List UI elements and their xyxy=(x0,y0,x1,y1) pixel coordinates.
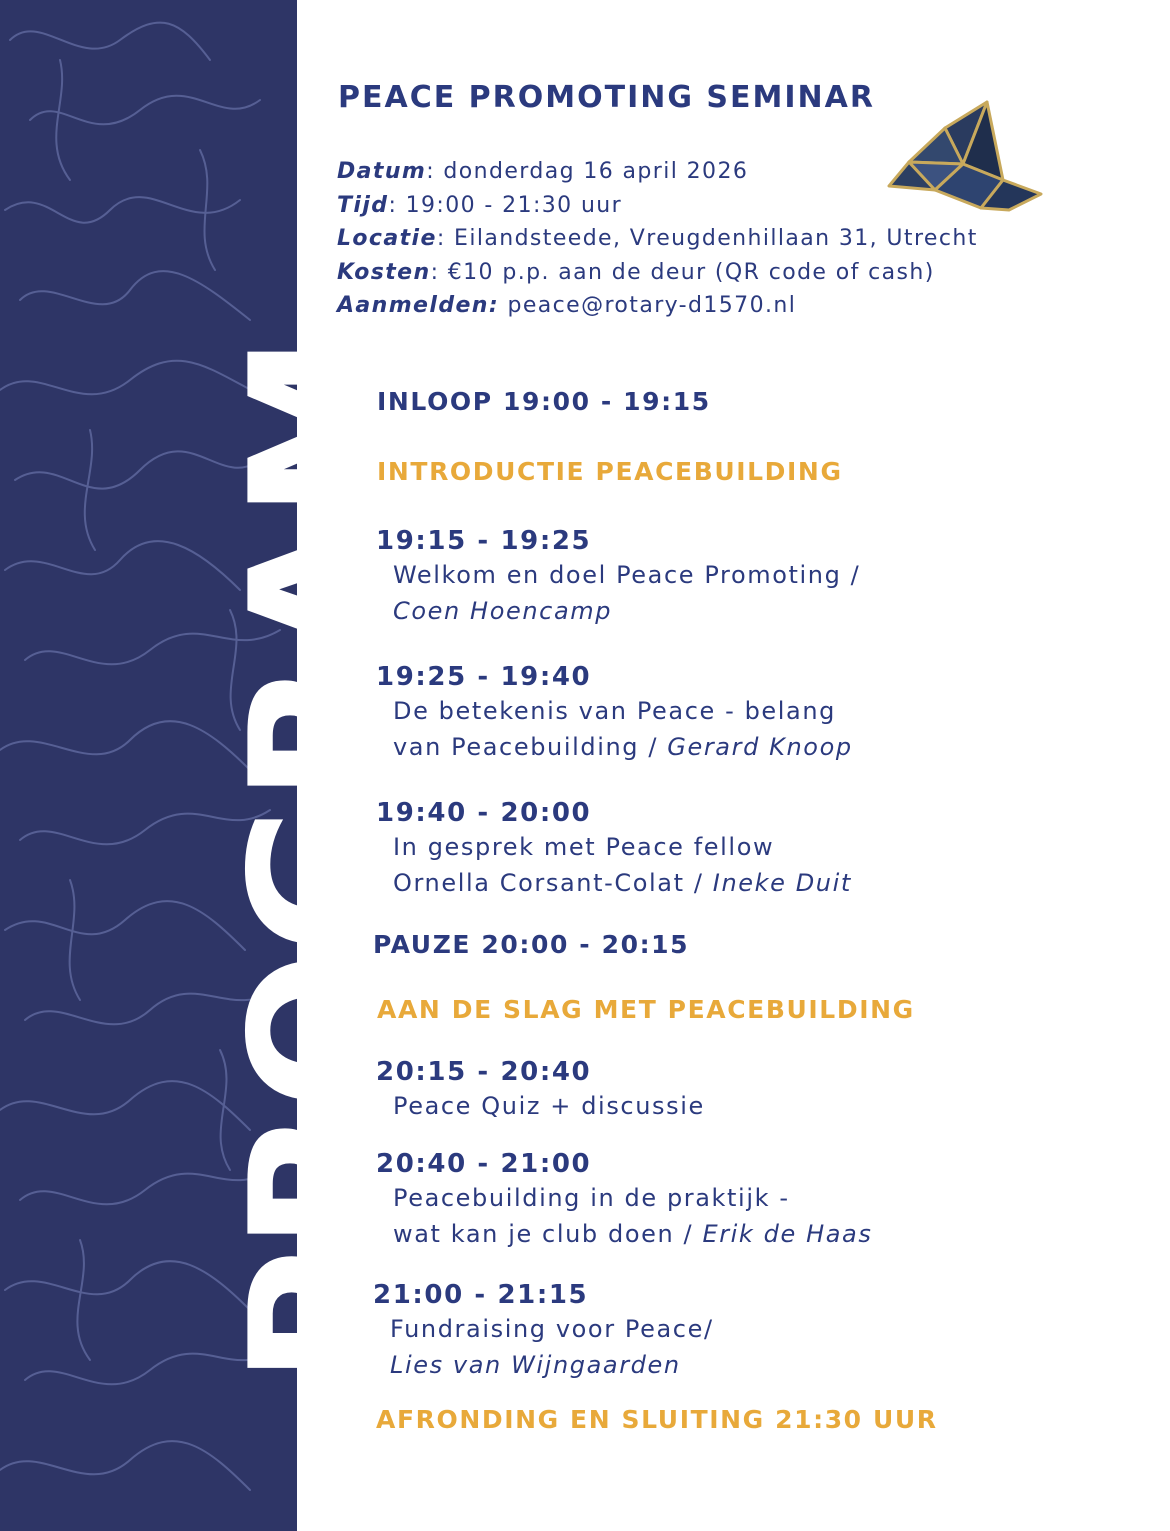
program-vertical-title: PROGRAM xyxy=(210,336,427,1385)
info-label: Aanmelden: xyxy=(337,293,500,318)
info-cost xyxy=(337,256,978,290)
item-description: Peacebuilding in de praktijk - xyxy=(393,1184,790,1212)
info-date xyxy=(337,155,978,189)
item-time: 19:25 - 19:40 xyxy=(376,662,592,692)
section-heading-aan-de-slag: AAN DE SLAG MET PEACEBUILDING xyxy=(377,995,915,1024)
info-location xyxy=(337,222,978,256)
info-value: : €10 p.p. aan de deur (QR code of cash) xyxy=(430,259,935,285)
item-description-line2: van Peacebuilding / Gerard Knoop xyxy=(393,733,853,761)
item-description: Peace Quiz + discussie xyxy=(393,1092,705,1120)
program-item xyxy=(376,1148,872,1252)
program-item xyxy=(376,525,860,629)
program-item xyxy=(376,661,853,765)
item-description-line2: wat kan je club doen / Erik de Haas xyxy=(393,1220,873,1248)
item-speaker: Ineke Duit xyxy=(712,869,852,897)
info-label: Locatie xyxy=(337,226,437,251)
info-label: Tijd xyxy=(337,192,389,218)
info-value: : Eilandsteede, Vreugdenhillaan 31, Utrecht xyxy=(436,226,978,251)
item-speaker: Gerard Knoop xyxy=(667,733,853,761)
info-time xyxy=(337,189,978,223)
seminar-info xyxy=(337,155,978,323)
item-time: 19:15 - 19:25 xyxy=(376,526,592,556)
item-speaker: Erik de Haas xyxy=(702,1220,873,1248)
inloop-heading: INLOOP 19:00 - 19:15 xyxy=(377,387,711,416)
program-item xyxy=(376,797,852,901)
item-description: De betekenis van Peace - belang xyxy=(393,697,837,725)
item-description-line2 xyxy=(373,1347,714,1383)
item-description: In gesprek met Peace fellow xyxy=(393,833,775,861)
info-label: Kosten xyxy=(337,259,431,285)
item-description: Fundraising voor Peace/ xyxy=(390,1315,714,1343)
page-title: PEACE PROMOTING SEMINAR xyxy=(338,80,875,115)
item-description: Welkom en doel Peace Promoting / xyxy=(393,561,861,589)
item-description-line2 xyxy=(376,593,860,629)
info-value: : 19:00 - 21:30 uur xyxy=(388,192,623,218)
section-heading-introductie: INTRODUCTIE PEACEBUILDING xyxy=(377,457,843,486)
info-value: : donderdag 16 april 2026 xyxy=(426,159,749,184)
program-item xyxy=(373,1279,714,1383)
item-time: 21:00 - 21:15 xyxy=(373,1280,589,1310)
item-speaker: Coen Hoencamp xyxy=(393,597,613,625)
item-speaker: Lies van Wijngaarden xyxy=(390,1351,681,1379)
info-signup xyxy=(337,289,978,323)
closing-heading: AFRONDING EN SLUITING 21:30 UUR xyxy=(376,1405,938,1434)
program-item xyxy=(376,1056,705,1124)
item-time: 19:40 - 20:00 xyxy=(376,798,592,828)
signup-email: peace@rotary-d1570.nl xyxy=(499,293,797,318)
item-time: 20:15 - 20:40 xyxy=(376,1057,592,1087)
info-label: Datum xyxy=(337,159,427,184)
pauze-heading: PAUZE 20:00 - 20:15 xyxy=(373,930,690,959)
item-time: 20:40 - 21:00 xyxy=(376,1149,592,1179)
item-description-line2: Ornella Corsant-Colat / Ineke Duit xyxy=(393,869,852,897)
